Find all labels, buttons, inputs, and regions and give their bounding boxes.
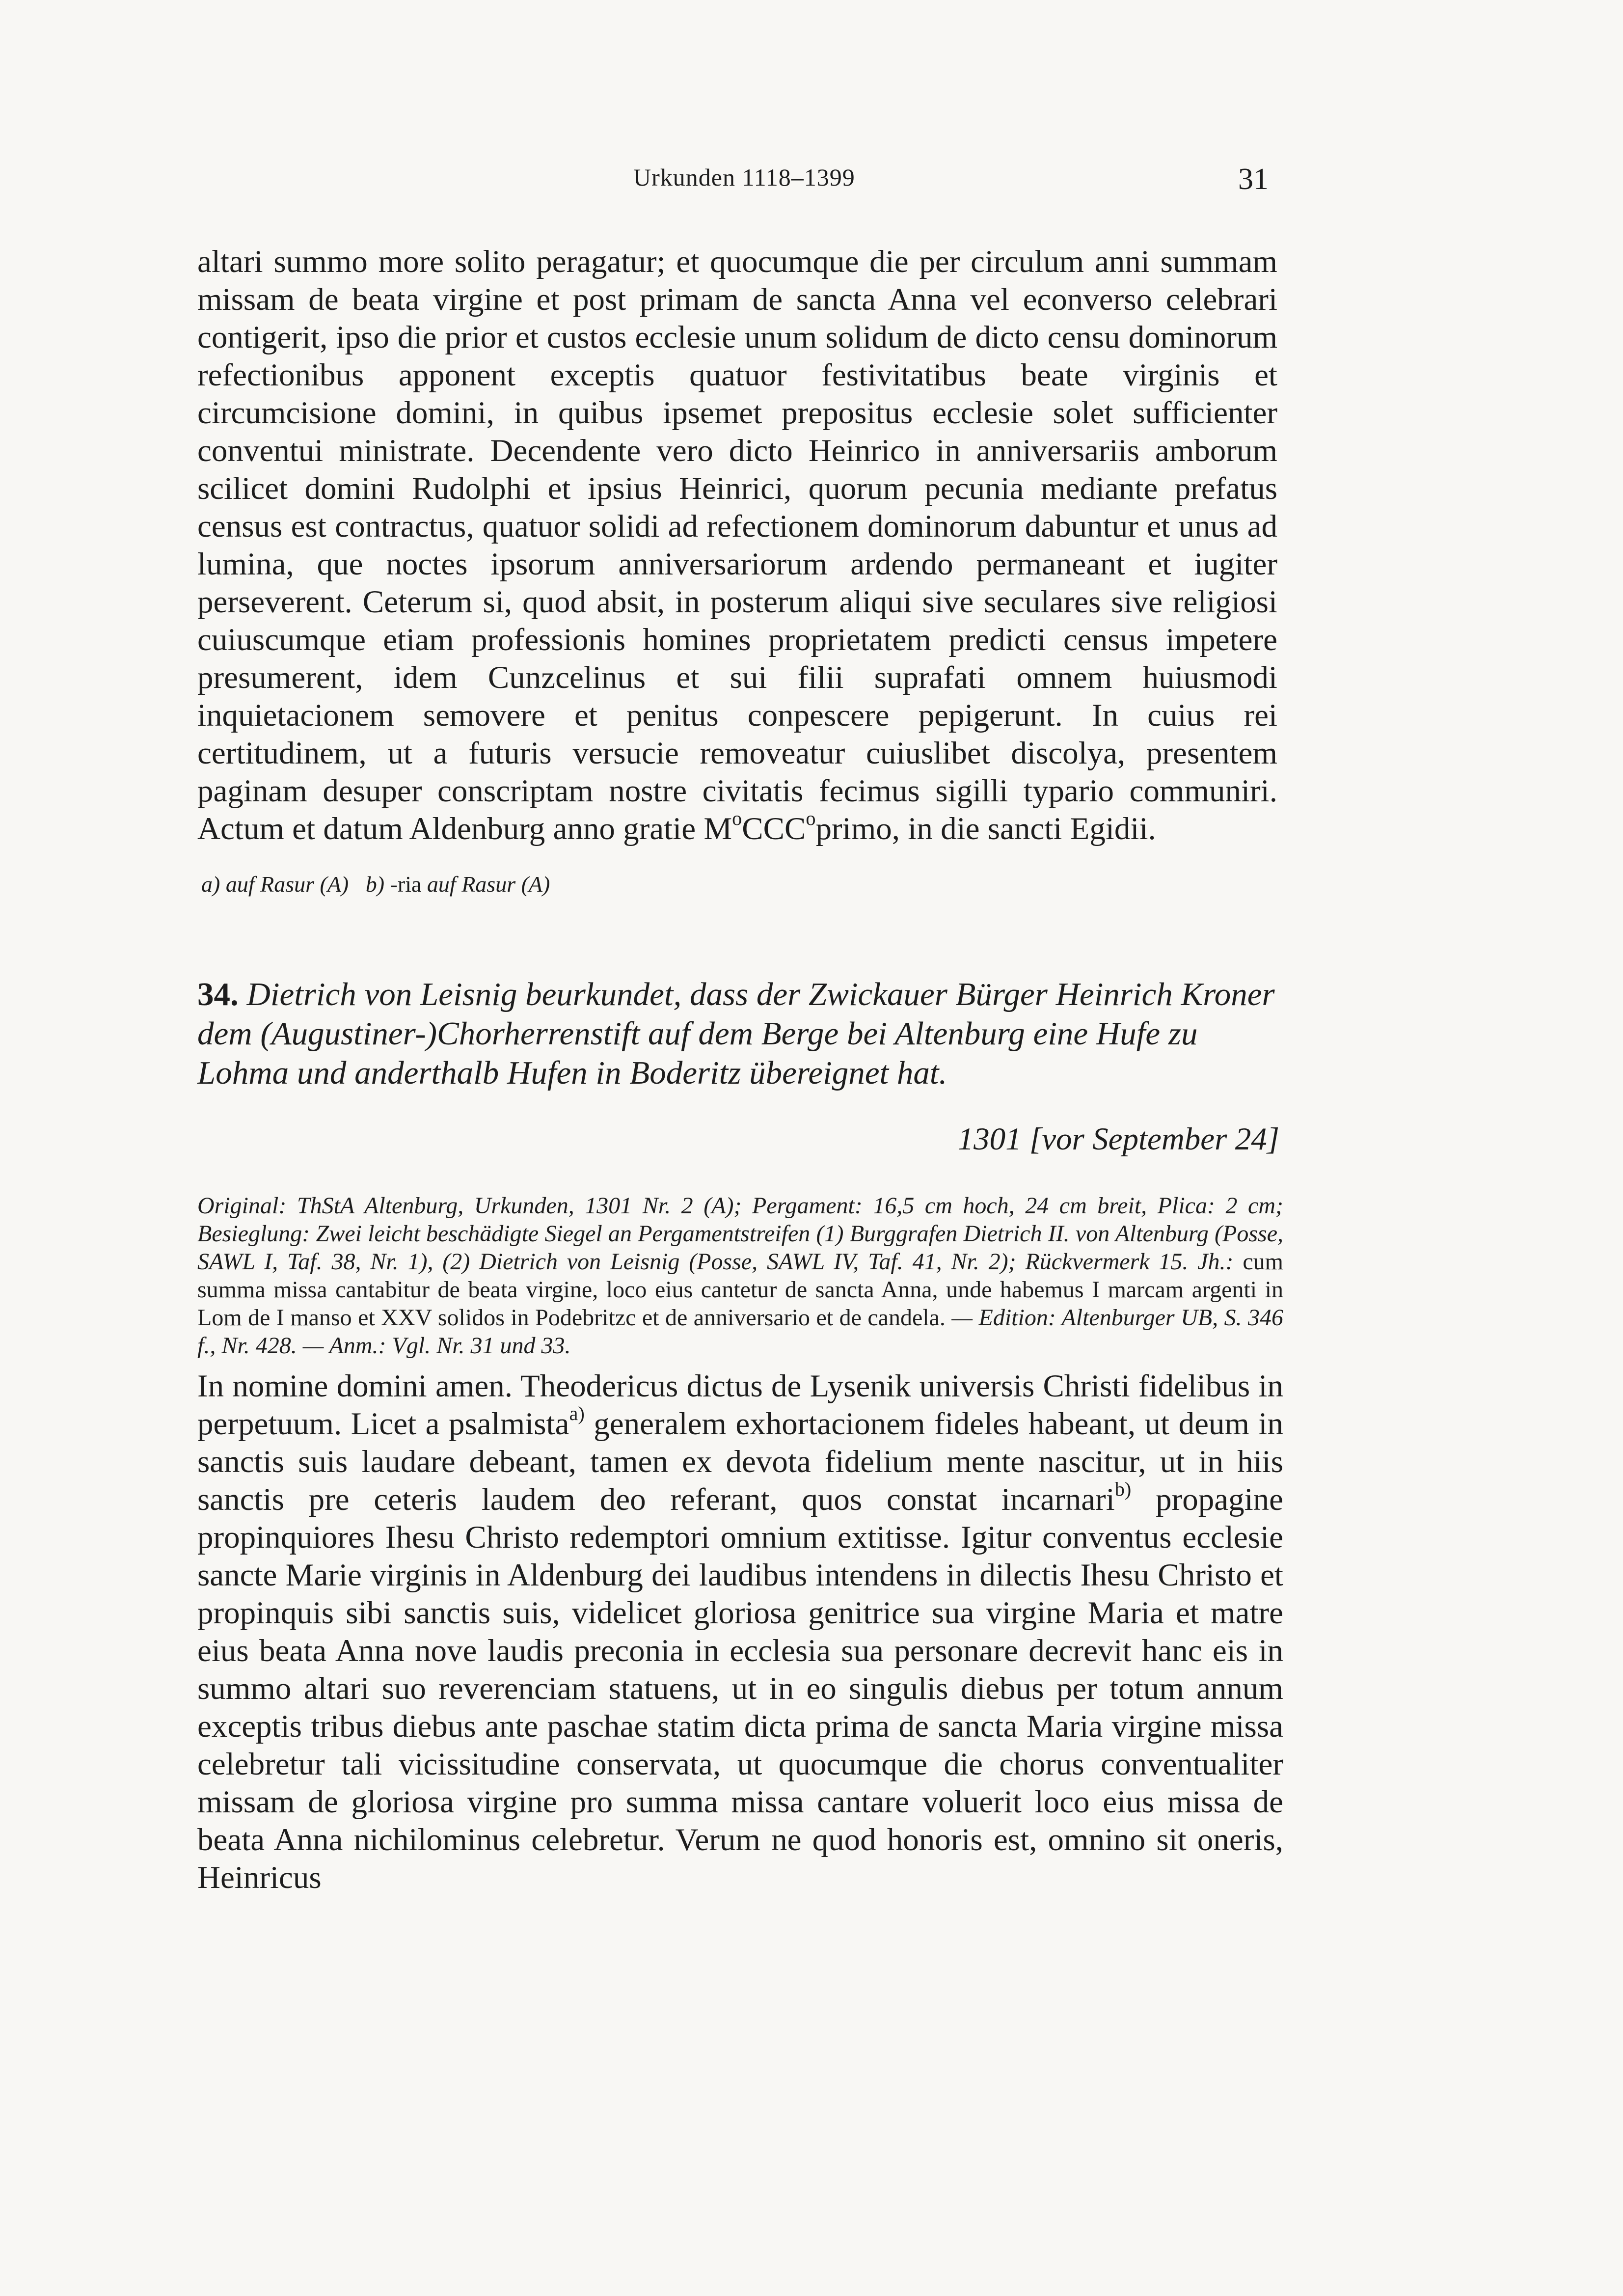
charter-text	[197, 1367, 1283, 1897]
charter-text-2: generalem exhortacionem fideles habeant, ut deum in sanctis suis laudare debeant, tamen ex devota fidelium mente nascitur, ut in hiis sanctis pre ceteris laudem deo referant, quos constat incarnari	[197, 1406, 1283, 1517]
running-head: Urkunden 1118–1399	[633, 164, 855, 191]
note-a: a) auf Rasur (A)	[201, 872, 349, 897]
apparatus-dorsal-note: cum summa missa cantabitur de beata virgine, loco eius cantetur de sancta Anna, unde habemus I marcam argenti in Lom de I manso et XXV solidos in Podebritzc et de anniversario et de candela.	[197, 1249, 1284, 1331]
continuation-text	[197, 243, 1277, 848]
continuation-main: altari summo more solito peragatur; et quocumque die per circulum anni summam missam de beata virgine et post primam de sancta Anna vel econverso celebrari contigerit, ipso die prior et custos ecclesie unum solidum de dicto censu dominorum refectionibus apponent exceptis quatuor festivitatibus beate virginis et circumcisione domini, in quibus ipsemet prepositus ecclesie solet sufficienter conventui ministrate. Decendente vero dicto Heinrico in anniversariis amborum scilicet domini Rudolphi et ipsius Heinrici, quorum pecunia mediante prefatus census est contractus, quatuor solidi ad refectionem dominorum dabuntur et unus ad lumina, que noctes ipsorum anniversariorum ardendo permaneant et iugiter perseverent. Ceterum si, quod absit, in posterum aliqui sive seculares sive religiosi cuiuscumque etiam professionis homines proprietatem predicti census impetere presumerent, idem Cunzcelinus et sui filii suprafati omnem huiusmodi inquietacionem semovere et penitus conpescere pepigerunt. In cuius rei certitudinem, ut a futuris versucie removeatur cuiuslibet discolya, presentem paginam desuper conscriptam nostre civitatis fecimus sigilli typario communiri. Actum et datum Aldenburg anno gratie M	[197, 244, 1277, 847]
note-marker-b: b)	[1114, 1478, 1132, 1501]
document-date: 1301 [vor September 24]	[957, 1121, 1279, 1157]
apparatus-original: Original: ThStA Altenburg, Urkunden, 1301 Nr. 2 (A); Pergament: 16,5 cm hoch, 24 cm breit, Plica: 2 cm; Besieglung: Zwei leicht beschädigte Siegel an Pergamentstreifen (1) Burggrafen Dietrich II. von Altenburg (Posse, SAWL I, Taf. 38, Nr. 1), (2) Dietrich von Leisnig (Posse, SAWL IV, Taf. 41, Nr. 2); Rückvermerk 15. Jh.:	[197, 1193, 1283, 1275]
textual-notes	[201, 871, 550, 897]
continuation-end: primo, in die sancti Egidii.	[815, 811, 1156, 847]
apparatus-edition: — Edition: Altenburger UB, S. 346 f., Nr. 428. — Anm.: Vgl. Nr. 31 und 33.	[197, 1305, 1284, 1359]
note-b-text: -ria	[390, 872, 422, 897]
charter-text-3: propagine propinquiores Ihesu Christo redemptori omnium extitisse. Igitur conventus ecclesie sancte Marie virginis in Aldenburg dei laudibus intendens in dilectis Ihesu Christo et propinquis sibi sanctis suis, videlicet gloriosa genitrice sua virgine Maria et matre eius beata Anna nove laudis preconia in ecclesia sua personare decrevit hanc eis in summo altari suo reverenciam statuens, ut in eo singulis diebus per totum annum exceptis tribus diebus ante paschae statim dicta prima de sancta Maria virgine missa celebretur tali vicissitudine conservata, ut quocumque die chorus conventualiter missam de gloriosa virgine pro summa missa cantare voluerit loco eius missa de beata Anna nichilominus celebretur. Verum ne quod honoris est, omnino sit oneris, Heinricus	[197, 1482, 1283, 1895]
superscript-o: o	[732, 807, 742, 830]
note-b-tail: auf Rasur (A)	[427, 872, 550, 897]
document-number: 34.	[197, 976, 239, 1012]
document-heading	[197, 975, 1282, 1093]
charter-text-1: In nomine domini amen. Theodericus dictus de Lysenik universis Christi fidelibus in perpetuum. Licet a psalmista	[197, 1368, 1283, 1442]
superscript-o: o	[806, 807, 816, 830]
source-apparatus	[197, 1192, 1283, 1360]
note-marker-a: a)	[569, 1402, 585, 1425]
note-b-label: b)	[365, 872, 385, 897]
document-regest: Dietrich von Leisnig beurkundet, dass der Zwickauer Bürger Heinrich Kroner dem (Augustiner-)Chorherrenstift auf dem Berge bei Altenburg eine Hufe zu Lohma und anderthalb Hufen in Boderitz übereignet hat.	[197, 976, 1275, 1091]
continuation-mid: CCC	[742, 811, 806, 847]
page-number: 31	[1238, 163, 1269, 196]
